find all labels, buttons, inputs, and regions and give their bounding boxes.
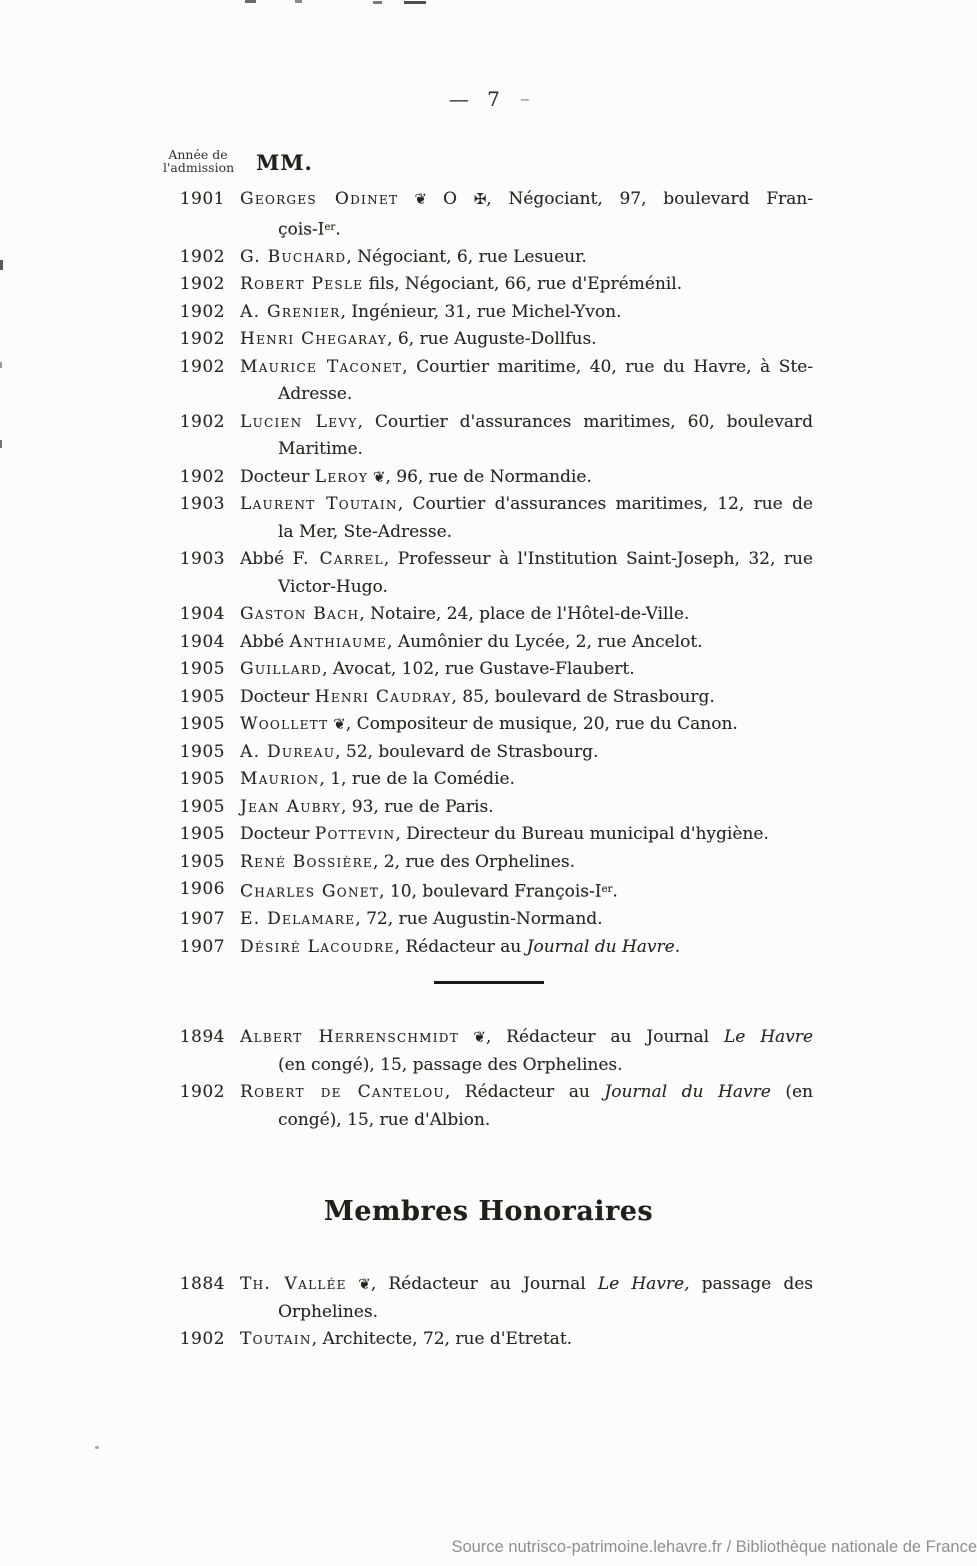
member-text (240, 629, 813, 657)
member-text-line (240, 409, 813, 437)
member-name: Charles Gonet (240, 881, 380, 902)
text-segment: er (601, 884, 613, 896)
text-segment: fils, Négociant, 66, rue d'Epréménil. (363, 274, 683, 295)
text-segment: , 85, boulevard de Strasbourg. (451, 686, 715, 707)
admission-year-label-line1: Année de (168, 147, 228, 162)
text-segment: , Avocat, 102, rue Gustave-Flaubert. (322, 659, 635, 680)
text-segment: er (324, 221, 336, 233)
wreath-icon: ❦ (398, 190, 444, 208)
member-text (240, 876, 813, 906)
text-segment: , Directeur du Bureau municipal d'hygiène. (395, 824, 769, 845)
member-text-line (240, 794, 813, 822)
member-text (240, 1079, 813, 1134)
text-segment: , 6, rue Auguste-Dollfus. (387, 329, 597, 350)
member-admission-year: 1905 (179, 769, 225, 790)
member-entry (170, 546, 977, 601)
member-admission-year: 1905 (179, 824, 225, 845)
text-segment: , Aumônier du Lycée, 2, rue Ancelot. (387, 631, 703, 652)
member-admission-year: 1902 (179, 274, 225, 295)
member-name: Georges Odinet (240, 189, 399, 209)
member-name: Gaston Bach (240, 604, 360, 625)
text-segment: Journal du Havre (604, 1082, 771, 1103)
member-text (240, 546, 813, 601)
member-admission-year: 1902 (179, 246, 225, 267)
page-number-dash-right: -- (520, 90, 529, 108)
member-name: René Bossière (240, 851, 373, 872)
member-text-line (240, 519, 813, 547)
member-entry (170, 601, 977, 629)
text-segment: Abbé (240, 549, 293, 570)
member-text (240, 491, 813, 546)
scan-artifact-top-dash (373, 1, 382, 4)
member-text (240, 186, 813, 244)
member-entry (170, 876, 977, 906)
admission-year-label-line2: l'admission (163, 160, 235, 175)
member-text (240, 766, 813, 794)
member-text-line (240, 1107, 813, 1135)
member-admission-year: 1905 (179, 686, 225, 707)
member-text (240, 656, 813, 684)
member-entry (170, 906, 977, 934)
member-text-line (240, 574, 813, 602)
page-number-dash-left: — (448, 87, 469, 111)
member-text (240, 821, 813, 849)
member-text (240, 711, 813, 739)
text-segment: Victor-Hugo. (278, 576, 388, 597)
member-name: G. Buchard (240, 246, 347, 267)
member-name: Albert Herrenschmidt (240, 1027, 459, 1048)
members-list-main (170, 186, 977, 961)
member-admission-year: 1902 (179, 301, 225, 322)
member-admission-year: 1905 (179, 796, 225, 817)
member-text (240, 794, 813, 822)
member-text-line (240, 299, 813, 327)
member-admission-year: 1905 (179, 659, 225, 680)
member-entry (170, 656, 977, 684)
text-segment: , Rédacteur au Journal (485, 1027, 724, 1048)
member-text-line (240, 436, 813, 464)
text-segment: (en (770, 1082, 813, 1103)
page-number (0, 0, 977, 111)
text-segment: , Professeur à l'Institution Saint-Joseph, 32, rue (383, 549, 813, 570)
member-text-line (240, 739, 813, 767)
member-text (240, 849, 813, 877)
scan-artifact-left-tick (0, 362, 2, 368)
text-segment: Docteur (240, 686, 315, 707)
member-admission-year: 1902 (179, 1082, 225, 1103)
member-entry (170, 326, 977, 354)
member-name: Guillard (240, 659, 323, 680)
text-segment: , Courtier d'assurances maritimes, 12, rue de (397, 494, 813, 515)
member-entry (170, 1079, 977, 1134)
member-text (240, 601, 813, 629)
text-segment: , 52, boulevard de Strasbourg. (335, 741, 599, 762)
member-text-line (240, 601, 813, 629)
member-text (240, 244, 813, 272)
column-header-members: MM. (256, 150, 313, 175)
member-text-line (240, 849, 813, 877)
text-segment: Abbé (240, 631, 290, 652)
text-segment: , 10, boulevard François-I (379, 881, 602, 902)
member-entry (170, 244, 977, 272)
members-list-on-leave (170, 1024, 977, 1134)
member-text-line (240, 271, 813, 299)
text-segment: Maritime. (278, 439, 363, 460)
member-text (240, 739, 813, 767)
member-name: Anthiaume (289, 631, 388, 652)
member-text-line (240, 934, 813, 962)
member-name: Henri Caudray (314, 686, 452, 707)
text-segment: , Rédacteur au (394, 936, 527, 957)
member-text-line (240, 711, 813, 739)
member-text-line (240, 1299, 813, 1327)
wreath-icon: ❦ (368, 467, 386, 486)
member-text (240, 464, 813, 492)
member-admission-year: 1902 (179, 1329, 225, 1350)
wreath-icon: ❦ (346, 1275, 371, 1294)
maltese-cross-icon: ✠ (473, 190, 487, 208)
member-name: E. Delamare (240, 909, 356, 930)
member-text-line (240, 491, 813, 519)
member-text-line (240, 381, 813, 409)
scan-artifact-speck (95, 1446, 99, 1449)
member-name: A. Grenier (240, 301, 341, 322)
member-text-line (240, 546, 813, 574)
member-admission-year: 1904 (179, 631, 225, 652)
column-header-admission-year (163, 148, 233, 174)
member-text (240, 354, 813, 409)
text-segment: , Courtier d'assurances maritimes, 60, boulevard (357, 411, 813, 432)
member-text (240, 1271, 813, 1326)
text-segment: , Ingénieur, 31, rue Michel-Yvon. (340, 301, 622, 322)
member-entry (170, 354, 977, 409)
scan-artifact-top-dash (404, 1, 426, 4)
member-text-line (240, 186, 813, 214)
member-entry (170, 629, 977, 657)
text-segment: Adresse. (278, 384, 353, 405)
scan-artifact-left-tick (0, 440, 2, 448)
member-admission-year: 1905 (179, 741, 225, 762)
member-admission-year: 1905 (179, 851, 225, 872)
text-segment: , Négociant, 6, rue Lesueur. (346, 246, 587, 267)
text-segment: . (335, 219, 341, 240)
member-text-line (240, 464, 813, 492)
wreath-icon: ❦ (328, 715, 346, 734)
text-segment: , 93, rue de Paris. (340, 796, 494, 817)
member-text-line (240, 1326, 813, 1354)
section-divider-rule (434, 981, 544, 984)
member-admission-year: 1901 (179, 189, 225, 209)
text-segment: Le Havre, (597, 1274, 690, 1295)
member-entry (170, 1326, 977, 1354)
text-segment: , Rédacteur au (444, 1082, 605, 1103)
text-segment: çois-I (278, 219, 325, 240)
member-admission-year: 1906 (179, 879, 225, 900)
member-entry (170, 711, 977, 739)
member-text-line (240, 656, 813, 684)
member-entry (170, 1024, 977, 1079)
text-segment: , Architecte, 72, rue d'Etretat. (311, 1329, 573, 1350)
member-text (240, 409, 813, 464)
member-text-line (240, 906, 813, 934)
member-text-line (240, 354, 813, 382)
text-segment: , 1, rue de la Comédie. (319, 769, 515, 790)
text-segment: , Compositeur de musique, 20, rue du Canon. (345, 714, 738, 735)
member-text (240, 684, 813, 712)
text-segment: , Négociant, 97, boulevard Fran- (486, 189, 813, 209)
member-text (240, 934, 813, 962)
text-segment: Docteur (240, 466, 315, 487)
scan-artifact-top-dash (245, 0, 256, 3)
member-entry (170, 821, 977, 849)
member-name: Th. Vallée (240, 1274, 347, 1295)
text-segment: (en congé), 15, passage des Orphelines. (278, 1054, 623, 1075)
text-segment: , Rédacteur au Journal (370, 1274, 598, 1295)
scan-artifact-top-dash (295, 0, 302, 3)
member-text-line (240, 821, 813, 849)
wreath-icon: ❦ (459, 1028, 486, 1047)
text-segment: passage des (689, 1274, 813, 1295)
member-text-line (240, 214, 813, 244)
member-admission-year: 1902 (179, 356, 225, 377)
member-entry (170, 739, 977, 767)
member-text-line (240, 629, 813, 657)
member-admission-year: 1903 (179, 549, 225, 570)
member-entry (170, 766, 977, 794)
text-segment: Le Havre (723, 1027, 813, 1048)
text-segment: la Mer, Ste-Adresse. (278, 521, 453, 542)
member-text-line (240, 1079, 813, 1107)
member-text (240, 326, 813, 354)
member-name: Maurion (240, 769, 320, 790)
member-entry (170, 299, 977, 327)
member-text (240, 271, 813, 299)
member-admission-year: 1904 (179, 604, 225, 625)
member-name: Toutain (240, 1329, 312, 1350)
member-name: Woollett (240, 714, 329, 735)
member-name: Pottevin (314, 824, 396, 845)
member-text-line (240, 684, 813, 712)
member-text-line (240, 244, 813, 272)
member-name: Désiré Lacoudre (240, 936, 395, 957)
text-segment: Docteur (240, 824, 315, 845)
member-name: Henri Chegaray (240, 329, 388, 350)
member-admission-year: 1902 (179, 466, 225, 487)
member-name: Robert Pesle (240, 274, 364, 295)
member-admission-year: 1905 (179, 714, 225, 735)
honorary-members-title: Membres Honoraires (323, 1196, 654, 1228)
member-text (240, 299, 813, 327)
member-entry (170, 409, 977, 464)
member-admission-year: 1907 (179, 936, 225, 957)
member-name: Maurice Taconet (240, 356, 403, 377)
text-segment: , 72, rue Augustin-Normand. (355, 909, 603, 930)
member-text-line (240, 1271, 813, 1299)
member-admission-year: 1884 (179, 1274, 225, 1295)
text-segment: . (612, 881, 618, 902)
text-segment: congé), 15, rue d'Albion. (278, 1109, 491, 1130)
member-name: A. Dureau (240, 741, 336, 762)
member-text (240, 906, 813, 934)
member-entry (170, 794, 977, 822)
member-text-line (240, 1024, 813, 1052)
scan-artifact-left-tick (0, 260, 3, 270)
member-name: Laurent Toutain (240, 494, 398, 515)
members-list-honorary (170, 1271, 977, 1354)
page-number-value: 7 (487, 87, 502, 111)
text-segment: Journal du Havre (526, 936, 675, 957)
member-admission-year: 1907 (179, 909, 225, 930)
member-entry (170, 934, 977, 962)
member-name: Leroy (314, 466, 369, 487)
footer-source-credit: Source nutrisco-patrimoine.lehavre.fr / Bibliothèque nationale de France (451, 1538, 977, 1556)
member-entry (170, 684, 977, 712)
member-entry (170, 1271, 977, 1326)
member-text (240, 1326, 813, 1354)
member-admission-year: 1903 (179, 494, 225, 515)
member-name: Lucien Levy (240, 411, 358, 432)
member-admission-year: 1902 (179, 411, 225, 432)
member-entry (170, 491, 977, 546)
member-text-line (240, 326, 813, 354)
member-admission-year: 1902 (179, 329, 225, 350)
text-segment: , 96, rue de Normandie. (385, 466, 592, 487)
text-segment: , Courtier maritime, 40, rue du Havre, à Ste- (402, 356, 813, 377)
text-segment: O (443, 189, 474, 209)
member-text-line (240, 876, 813, 906)
text-segment: , 2, rue des Orphelines. (372, 851, 575, 872)
member-entry (170, 271, 977, 299)
member-entry (170, 464, 977, 492)
text-segment: Orphelines. (278, 1301, 378, 1322)
member-name: F. Carrel (292, 549, 384, 570)
member-name: Jean Aubry (240, 796, 341, 817)
member-entry (170, 849, 977, 877)
member-text-line (240, 1052, 813, 1080)
member-name: Robert de Cantelou (240, 1082, 445, 1103)
member-text-line (240, 766, 813, 794)
member-admission-year: 1894 (179, 1027, 225, 1048)
member-entry (170, 186, 977, 244)
text-segment: . (674, 936, 681, 957)
member-text (240, 1024, 813, 1079)
text-segment: , Notaire, 24, place de l'Hôtel-de-Ville. (359, 604, 690, 625)
